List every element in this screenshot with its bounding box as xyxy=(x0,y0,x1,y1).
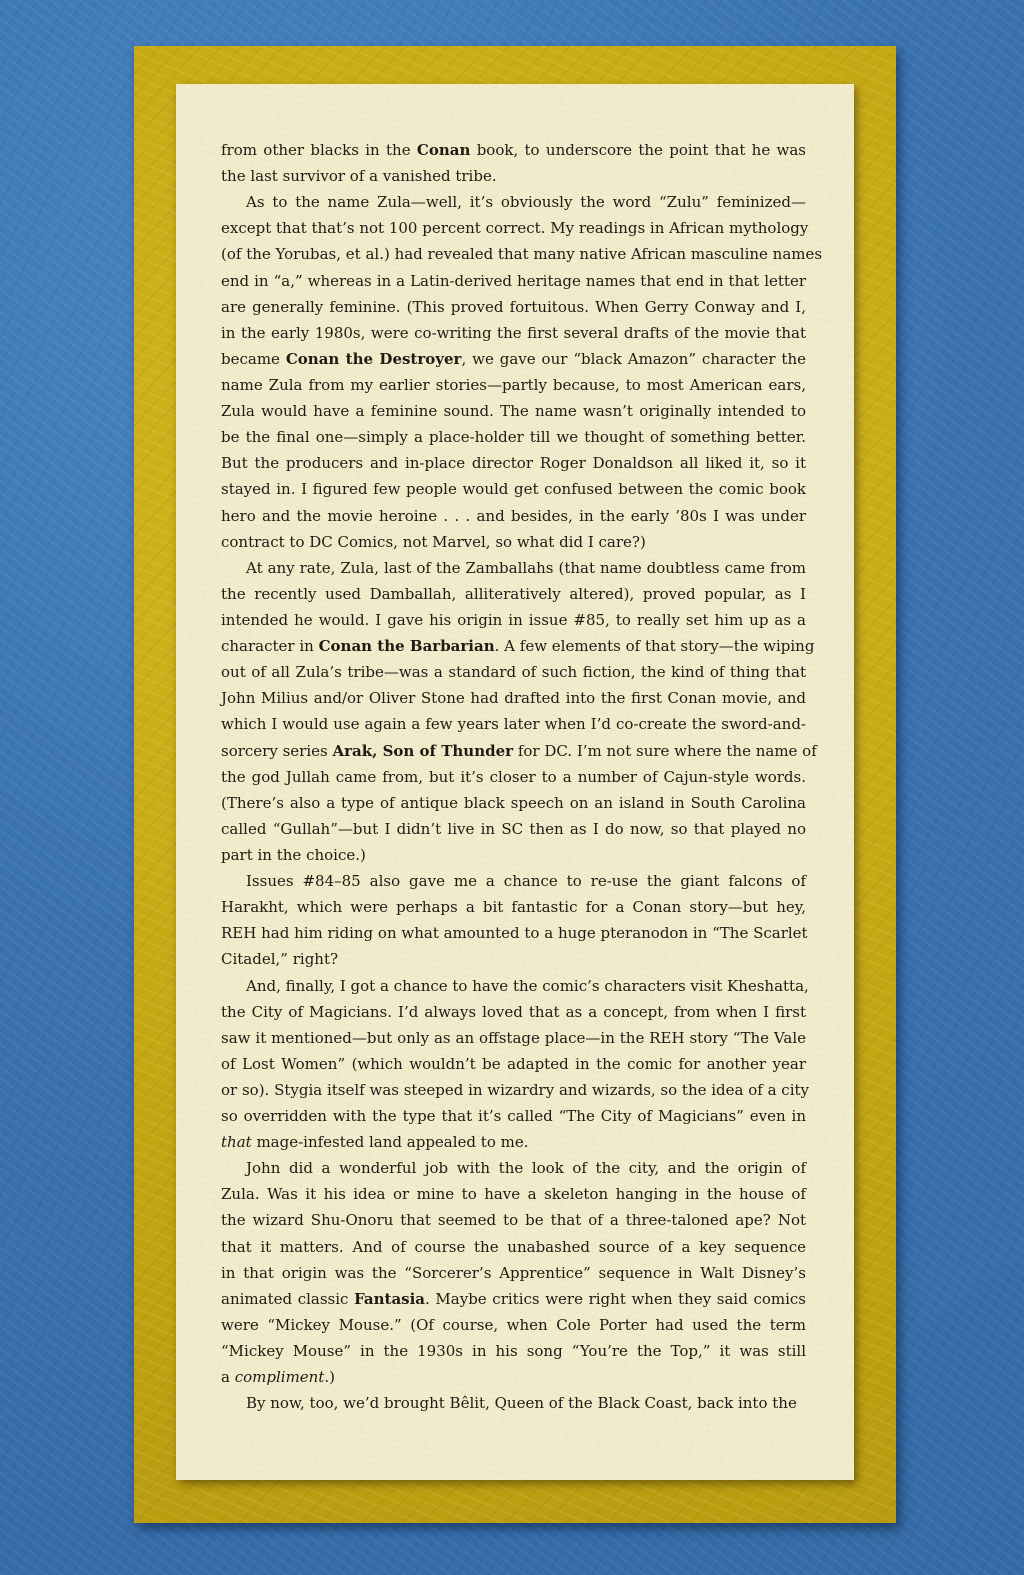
text-run: or so). Stygia itself was steeped in wizardry and wizards, so the idea of a city xyxy=(221,1080,810,1099)
text-run: book, to underscore the point that he was xyxy=(470,141,807,159)
text-line xyxy=(221,999,806,1025)
italic-emphasis: that xyxy=(221,1133,252,1152)
text-run: By now, too, we’d brought Bêlit, Queen of the Black Coast, back into the xyxy=(246,1394,797,1413)
text-run: stayed in. I figured few people would get confused between the comic book xyxy=(221,480,806,499)
text-run: (of the Yorubas, et al.) had revealed that many native African masculine names xyxy=(221,245,823,264)
text-line xyxy=(221,894,806,920)
text-run: in that origin was the “Sorcerer’s Apprentice” sequence in Walt Disney’s xyxy=(221,1263,806,1282)
text-run: the wizard Shu-Onoru that seemed to be that of a three-taloned ape? Not xyxy=(221,1211,806,1230)
text-run: Issues #84–85 also gave me a chance to re-use the giant falcons of xyxy=(246,872,806,891)
bold-title: Conan the Barbarian xyxy=(318,637,495,656)
text-run: that it matters. And of course the unabashed source of a key sequence xyxy=(221,1237,806,1256)
text-run: contract to DC Comics, not Marvel, so what did I care?) xyxy=(221,532,646,551)
text-run: which I would use again a few years later when I’d co-create the sword-and- xyxy=(221,715,806,734)
text-run: are generally feminine. (This proved fortuitous. When Gerry Conway and I, xyxy=(221,297,806,316)
text-run: Harakht, which were perhaps a bit fantastic for a Conan story—but hey, xyxy=(221,898,806,917)
text-run: called “Gullah”—but I didn’t live in SC then as I do now, so that played no xyxy=(221,819,806,838)
text-run: for DC. I’m not sure where the name of xyxy=(513,741,817,760)
text-line xyxy=(221,711,806,737)
text-run: be the final one—simply a place-holder till we thought of something better. xyxy=(221,428,806,447)
text-line xyxy=(221,816,806,842)
text-line xyxy=(221,1181,806,1207)
text-line xyxy=(221,1103,806,1129)
bold-title: Conan the Destroyer xyxy=(285,349,462,368)
text-run: (There’s also a type of antique black speech on an island in South Carolina xyxy=(221,793,806,812)
text-line xyxy=(221,189,806,215)
text-run: “Mickey Mouse” in the 1930s in his song “You’re the Top,” it was still xyxy=(221,1342,806,1361)
text-run: so overridden with the type that it’s called “The City of Magicians” even in xyxy=(221,1107,806,1126)
text-run: became xyxy=(221,349,286,368)
text-run: part in the choice.) xyxy=(221,845,366,864)
text-line xyxy=(221,1390,806,1416)
text-line xyxy=(221,946,806,972)
text-line xyxy=(221,424,806,450)
text-run: the god Jullah came from, but it’s closer to a number of Cajun-style words. xyxy=(221,767,806,786)
text-line xyxy=(221,398,806,424)
text-line xyxy=(221,215,809,241)
text-line xyxy=(221,973,809,999)
text-line xyxy=(221,1286,806,1312)
text-line xyxy=(221,1364,806,1390)
bold-title: Arak, Son of Thunder xyxy=(332,741,514,760)
text-run: in the early 1980s, were co-writing the first several drafts of the movie that xyxy=(221,323,806,342)
text-run: except that that’s not 100 percent correct. My readings in African mythology xyxy=(221,219,809,238)
text-line xyxy=(221,1051,806,1077)
text-run: But the producers and in-place director Roger Donaldson all liked it, so it xyxy=(221,454,806,473)
text-line xyxy=(221,163,806,189)
text-line xyxy=(221,581,806,607)
text-run: saw it mentioned—but only as an offstage place—in the REH story “The Vale xyxy=(221,1028,806,1047)
text-line xyxy=(221,241,823,267)
text-line xyxy=(221,1207,806,1233)
text-run: mage-infested land appealed to me. xyxy=(251,1133,529,1152)
text-line xyxy=(221,633,815,659)
text-line xyxy=(221,1312,806,1338)
text-line xyxy=(221,346,806,372)
text-run: intended he would. I gave his origin in issue #85, to really set him up as a xyxy=(221,610,806,629)
text-line xyxy=(221,1129,806,1155)
text-run: a xyxy=(221,1368,235,1387)
text-line xyxy=(221,1077,810,1103)
text-line xyxy=(221,476,806,502)
text-run: Zula would have a feminine sound. The name wasn’t originally intended to xyxy=(221,402,806,421)
text-line xyxy=(221,372,806,398)
article-body xyxy=(221,137,823,1416)
text-run: the recently used Damballah, alliteratively altered), proved popular, as I xyxy=(221,584,806,603)
text-run: . A few elements of that story—the wiping xyxy=(494,637,815,656)
text-run: name Zula from my earlier stories—partly because, to most American ears, xyxy=(221,375,806,394)
text-line xyxy=(221,320,806,346)
text-run: animated classic xyxy=(221,1289,355,1308)
bold-title: Fantasia xyxy=(354,1289,426,1308)
text-run: REH had him riding on what amounted to a huge pteranodon in “The Scarlet xyxy=(221,924,808,943)
text-line xyxy=(221,685,806,711)
text-line xyxy=(221,1260,806,1286)
text-run: of Lost Women” (which wouldn’t be adapted in the comic for another year xyxy=(221,1054,806,1073)
text-run: And, finally, I got a chance to have the comic’s characters visit Kheshatta, xyxy=(246,976,809,995)
text-line xyxy=(221,503,806,529)
text-run: the City of Magicians. I’d always loved that as a concept, from when I first xyxy=(221,1002,806,1021)
text-line xyxy=(221,1338,806,1364)
text-line xyxy=(221,738,817,764)
text-run: .) xyxy=(324,1368,335,1387)
text-run: from other blacks in the xyxy=(221,141,417,159)
text-run: John did a wonderful job with the look of the city, and the origin of xyxy=(246,1159,806,1178)
text-run: As to the name Zula—well, it’s obviously the word “Zulu” feminized— xyxy=(246,193,806,212)
text-run: . Maybe critics were right when they said comics xyxy=(425,1289,806,1308)
text-line xyxy=(221,555,806,581)
text-run: were “Mickey Mouse.” (Of course, when Cole Porter had used the term xyxy=(221,1315,806,1334)
text-line xyxy=(221,842,806,868)
text-run: At any rate, Zula, last of the Zamballahs (that name doubtless came from xyxy=(246,558,806,577)
italic-emphasis: compliment xyxy=(234,1368,325,1387)
text-line xyxy=(221,1025,806,1051)
text-run: hero and the movie heroine . . . and besides, in the early ’80s I was under xyxy=(221,506,806,525)
text-line xyxy=(221,764,806,790)
text-line xyxy=(221,1155,806,1181)
text-line xyxy=(221,1234,806,1260)
text-line xyxy=(221,920,806,946)
text-run: end in “a,” whereas in a Latin-derived heritage names that end in that letter xyxy=(221,271,806,290)
text-line xyxy=(221,450,806,476)
text-line xyxy=(221,268,806,294)
text-run: , we gave our “black Amazon” character the xyxy=(461,349,806,368)
text-run: sorcery series xyxy=(221,741,333,760)
text-run: character in xyxy=(221,637,319,656)
text-run: Citadel,” right? xyxy=(221,950,339,969)
text-line xyxy=(221,790,806,816)
text-run: Zula. Was it his idea or mine to have a skeleton hanging in the house of xyxy=(221,1185,806,1204)
text-line xyxy=(221,868,806,894)
text-run: out of all Zula’s tribe—was a standard of such fiction, the kind of thing that xyxy=(221,663,806,682)
text-line xyxy=(221,659,806,685)
text-line xyxy=(221,294,806,320)
text-line xyxy=(221,137,806,163)
text-line xyxy=(221,607,806,633)
text-run: the last survivor of a vanished tribe. xyxy=(221,167,497,186)
text-line xyxy=(221,529,806,555)
bold-title: Conan xyxy=(416,141,471,159)
text-run: John Milius and/or Oliver Stone had drafted into the first Conan movie, and xyxy=(221,689,806,708)
